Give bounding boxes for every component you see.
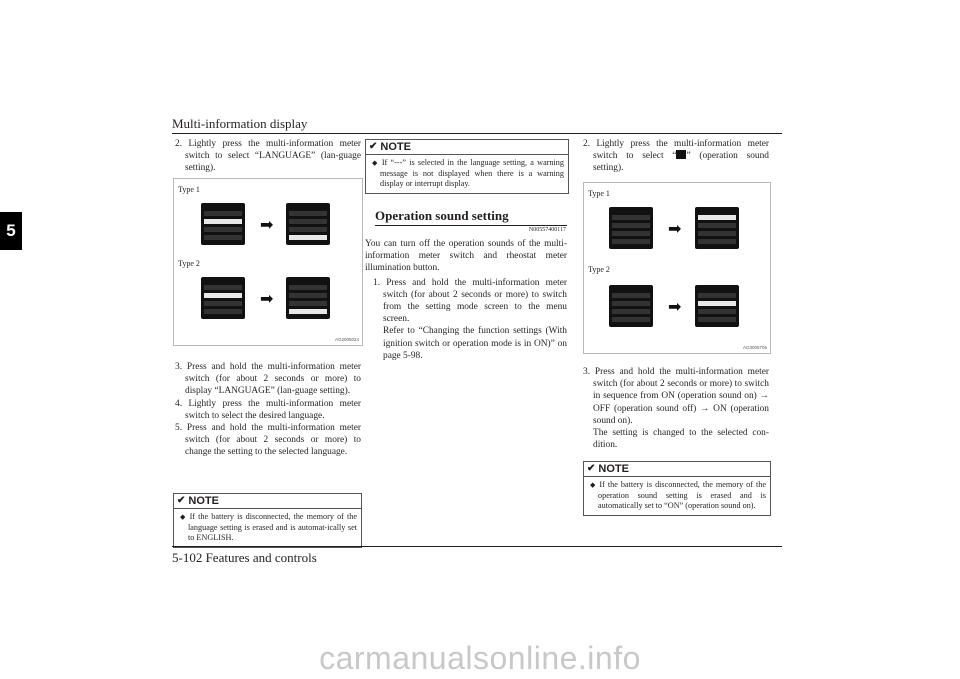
- note-text: If the battery is disconnected, the memory of the language setting is erased and is automat-ically set to ENGLISH.: [188, 512, 358, 543]
- footer-rule: [172, 546, 782, 547]
- col1-steps: [175, 361, 361, 459]
- section-tab: 5: [0, 212, 22, 250]
- col2-step1-ref: Refer to “Changing the function settings (With ignition switch or operation mode is in ON)” on page 5-98.: [383, 326, 567, 361]
- note-title: NOTE: [380, 140, 411, 153]
- right-arrow-icon: ➡: [668, 297, 682, 316]
- col2-intro: You can turn off the operation sounds of the multi-information meter switch and rheostat meter illumination button.: [365, 239, 567, 274]
- note-text: If the battery is disconnected, the memory of the operation sound setting is erased and is automatically set to “ON” (operation sound on).: [598, 480, 767, 511]
- figure-type1-label: Type 1: [178, 185, 200, 194]
- col3-step2: 2. Lightly press the multi-information meter switch to select “ ” (operation sound setting).: [583, 139, 769, 174]
- col2-note-box: [365, 139, 569, 194]
- note-body: [174, 509, 361, 547]
- col3-steps: [583, 366, 769, 451]
- operation-sound-icon: [676, 150, 686, 159]
- filled-diamond-icon: ◆: [180, 513, 187, 521]
- display-screen-type1-after: [286, 203, 330, 245]
- note-text: If “---” is selected in the language setting, a warning message is not displayed when there is a warning display or interrupt display.: [380, 158, 564, 189]
- note-body: [584, 477, 770, 515]
- col3-note-box: [583, 461, 771, 516]
- page-footer: 5-102 Features and controls: [172, 550, 317, 565]
- col1-note-box: [173, 493, 362, 548]
- note-title: NOTE: [188, 494, 219, 507]
- watermark: carmanualsonline.info: [319, 640, 641, 676]
- display-screen-type2-after: [286, 277, 330, 319]
- filled-diamond-icon: ◆: [590, 481, 597, 489]
- figure-id: AG3005705: [742, 345, 767, 350]
- col1-step3: 3. Press and hold the multi-information meter switch (for about 2 seconds or more) to display “LANGUAGE” (lan-guage setting).: [175, 362, 361, 397]
- display-screen-type1-menu: [609, 207, 653, 249]
- display-screen-type1-before: [201, 203, 245, 245]
- col2-step1: 1. Press and hold the multi-information meter switch (for about 2 seconds or more) to switch from the setting mode screen to the menu screen.: [373, 277, 567, 325]
- note-header: [174, 494, 361, 509]
- section-heading: Operation sound setting: [375, 208, 509, 223]
- note-title: NOTE: [598, 462, 629, 475]
- note-header: [366, 140, 568, 155]
- figure-type1-label: Type 1: [588, 189, 610, 198]
- col3-step3: 3. Press and hold the multi-information meter switch (for about 2 seconds or more) to switch in sequence from ON (operation sound on) → OFF (operation sound off) → ON (operation sound on).: [583, 367, 769, 426]
- note-header: [584, 462, 770, 477]
- col1-step2: 2. Lightly press the multi-information meter switch to select “LANGUAGE” (lan-guage setting).: [175, 139, 361, 174]
- right-arrow-icon: ➡: [260, 289, 274, 308]
- filled-diamond-icon: ◆: [372, 159, 379, 167]
- display-screen-type1-sound: [695, 207, 739, 249]
- note-body: [366, 155, 568, 193]
- heading-rule: [375, 225, 567, 226]
- col1-step5: 5. Press and hold the multi-information meter switch (for about 2 seconds or more) to change the setting to the selected language.: [175, 423, 361, 458]
- figure-language-setting: [173, 178, 363, 346]
- check-icon: ✔: [587, 462, 596, 474]
- figure-operation-sound-setting: [583, 182, 771, 354]
- figure-type2-label: Type 2: [178, 259, 200, 268]
- figure-id: AG2005024: [334, 337, 359, 342]
- display-screen-type2-menu: [609, 285, 653, 327]
- col3-step3-result: The setting is changed to the selected con-dition.: [593, 428, 769, 451]
- page-header-title: Multi-information display: [172, 116, 308, 131]
- display-screen-type2-before: [201, 277, 245, 319]
- display-screen-type2-sound: [695, 285, 739, 327]
- right-arrow-icon: ➡: [668, 219, 682, 238]
- section-code: N00557400117: [528, 227, 566, 233]
- check-icon: ✔: [369, 140, 378, 152]
- col1-step4: 4. Lightly press the multi-information meter switch to select the desired language.: [175, 398, 361, 421]
- col2-body: [365, 238, 567, 362]
- figure-type2-label: Type 2: [588, 265, 610, 274]
- check-icon: ✔: [177, 494, 186, 506]
- right-arrow-icon: ➡: [260, 215, 274, 234]
- header-rule: [172, 133, 782, 134]
